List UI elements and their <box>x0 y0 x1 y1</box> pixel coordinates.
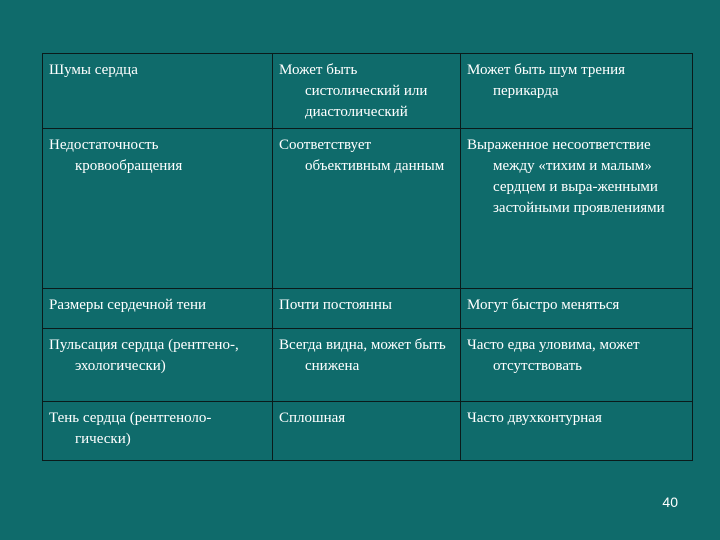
cell-text: Пульсация сердца (рентгено-, эхологически) <box>49 337 239 374</box>
cell-text: Может быть систолический или диастолический <box>279 62 428 120</box>
table-cell <box>273 402 461 461</box>
cell-text: Размеры сердечной тени <box>49 297 207 313</box>
cell-text: Соответствует объективным данным <box>279 137 445 174</box>
table-cell <box>461 329 693 402</box>
table-cell <box>273 289 461 329</box>
cell-text: Всегда видна, может быть снижена <box>279 337 446 374</box>
comparison-table <box>42 53 693 461</box>
table-cell <box>273 54 461 129</box>
table-cell <box>43 54 273 129</box>
cell-text: Тень сердца (рентгеноло-гически) <box>49 410 212 447</box>
cell-text: Сплошная <box>279 410 346 426</box>
table-row <box>43 329 693 402</box>
table-cell <box>43 289 273 329</box>
table-row <box>43 402 693 461</box>
table-cell <box>43 402 273 461</box>
cell-text: Могут быстро меняться <box>467 297 620 313</box>
table-cell <box>273 129 461 289</box>
table-cell <box>43 129 273 289</box>
cell-text: Почти постоянны <box>279 297 392 313</box>
table-row <box>43 129 693 289</box>
cell-text: Часто едва уловима, может отсутствовать <box>467 337 640 374</box>
table-row <box>43 54 693 129</box>
table-row <box>43 289 693 329</box>
cell-text: Может быть шум трения перикарда <box>467 62 626 99</box>
cell-text: Шумы сердца <box>49 62 138 78</box>
table-cell <box>461 129 693 289</box>
table-cell <box>43 329 273 402</box>
page-number: 40 <box>662 494 678 510</box>
table-cell <box>461 402 693 461</box>
cell-text: Выраженное несоответствие между «тихим и малым» сердцем и выра-женными застойными проявлениями <box>467 137 665 216</box>
table-cell <box>461 54 693 129</box>
table-cell <box>273 329 461 402</box>
cell-text: Часто двухконтурная <box>467 410 602 426</box>
table-cell <box>461 289 693 329</box>
cell-text: Недостаточность кровообращения <box>49 137 183 174</box>
